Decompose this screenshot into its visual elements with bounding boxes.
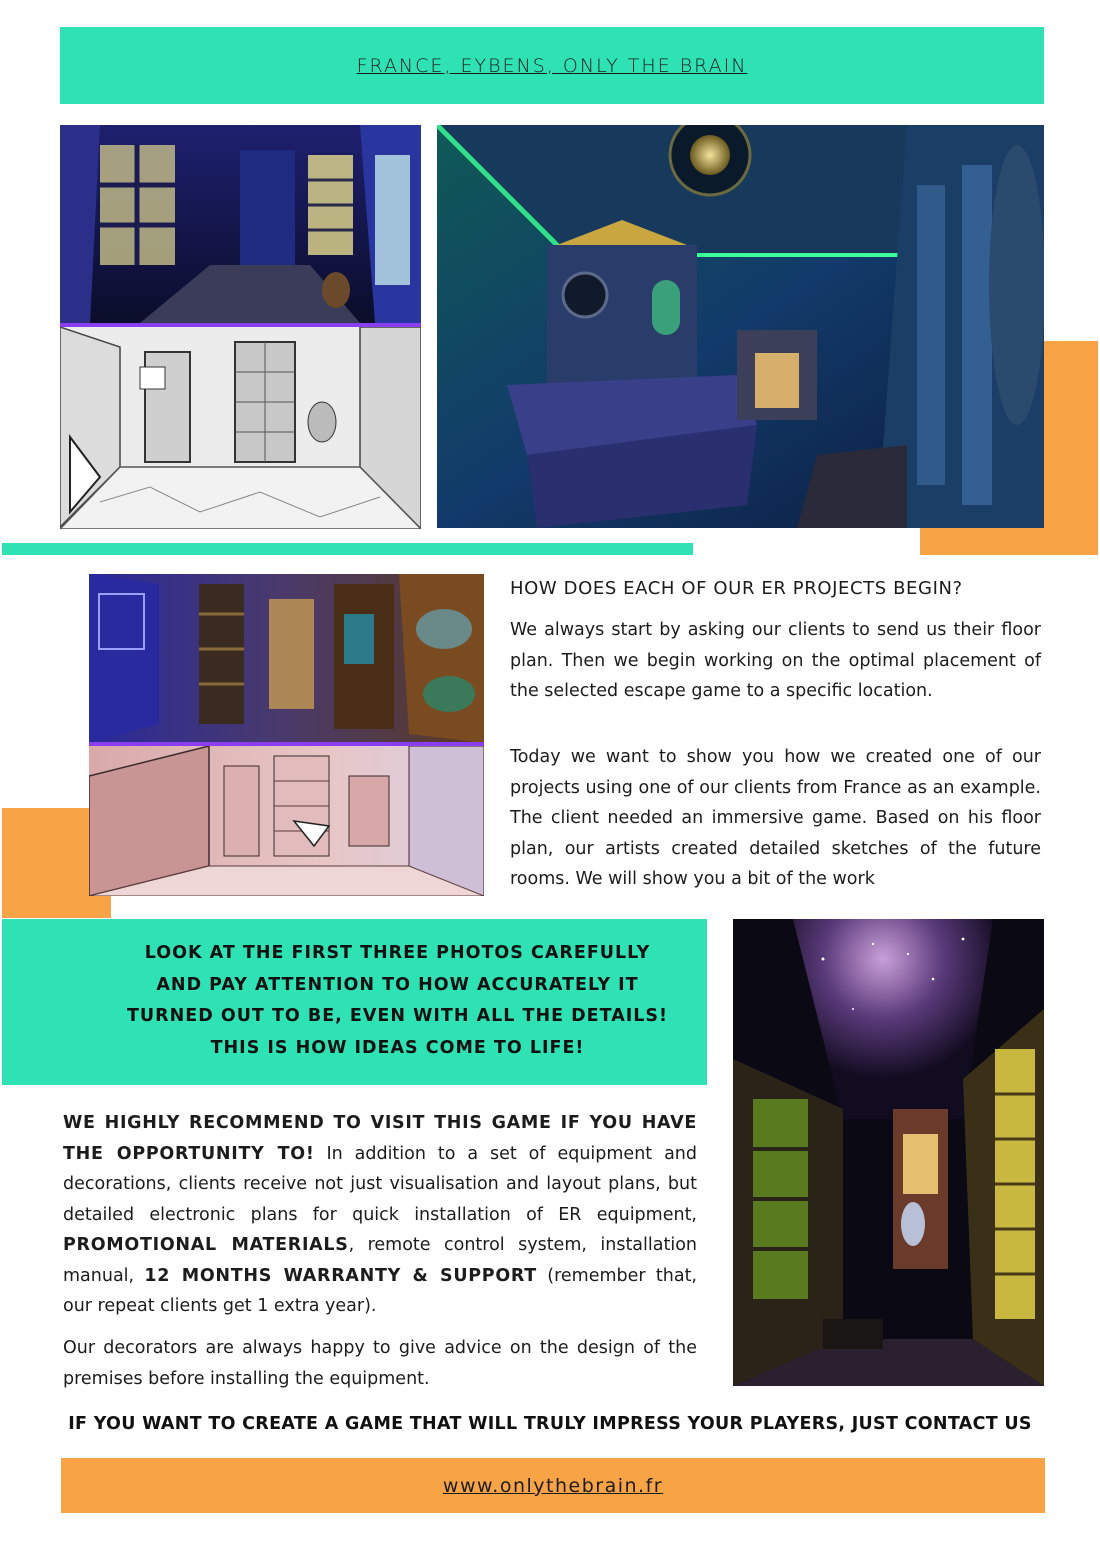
footer-bar [61, 1458, 1045, 1513]
teal-accent-stripe [2, 543, 693, 555]
recommend-lead: WE HIGHLY RECOMMEND TO VISIT THIS GAME IF YOU HAVE THE OPPORTUNITY TO! [63, 1113, 697, 1164]
recommend-text-1: In addition to a set of equipment and decorations, clients receive not just visualisation and layout plans, but detailed electronic plans for quick installation of ER equipment, [63, 1143, 697, 1225]
location-link[interactable]: FRANCE, EYBENS, ONLY THE BRAIN [356, 54, 748, 77]
recommend-paragraph-1 [63, 1108, 697, 1322]
promo-materials: PROMOTIONAL MATERIALS [63, 1235, 349, 1255]
intro-paragraph-1: We always start by asking our clients to send us their floor plan. Then we begin working on the optimal placement of the selected escape game to a specific location. [510, 620, 1041, 701]
website-link[interactable]: www.onlythebrain.fr [442, 1474, 664, 1497]
header-bar [60, 27, 1044, 104]
recommend-text-3: (remember that, our repeat clients get 1 extra year). [63, 1265, 697, 1316]
recommend-paragraph-2: Our decorators are always happy to give advice on the design of the premises before installing the equipment. [63, 1338, 697, 1389]
intro-paragraph-2: Today we want to show you how we created one of our projects using one of our clients from France as an example. The client needed an immersive game. Based on his floor plan, our artists created detailed sketches of the future rooms. We will show you a bit of the work [510, 747, 1041, 889]
warranty-support: 12 MONTHS WARRANTY & SUPPORT [144, 1265, 537, 1286]
intro-title: HOW DOES EACH OF OUR ER PROJECTS BEGIN? [510, 578, 963, 599]
mid-left-photo [89, 574, 484, 743]
callout-text: LOOK AT THE FIRST THREE PHOTOS CAREFULLY AND PAY ATTENTION TO HOW ACCURATELY IT TURNED OUT TO BE, EVEN WITH ALL THE DETAILS! THIS IS HOW IDEAS COME TO LIFE! [127, 943, 668, 1058]
contact-cta: IF YOU WANT TO CREATE A GAME THAT WILL TRULY IMPRESS YOUR PLAYERS, JUST CONTACT US [68, 1414, 1032, 1434]
top-right-photo [437, 125, 1044, 528]
recommend-text-2: , remote control system, installation manual, [63, 1235, 697, 1286]
top-left-photo [60, 125, 421, 323]
top-left-sketch [60, 327, 421, 529]
right-photo [733, 919, 1044, 1386]
mid-left-sketch [89, 746, 484, 896]
